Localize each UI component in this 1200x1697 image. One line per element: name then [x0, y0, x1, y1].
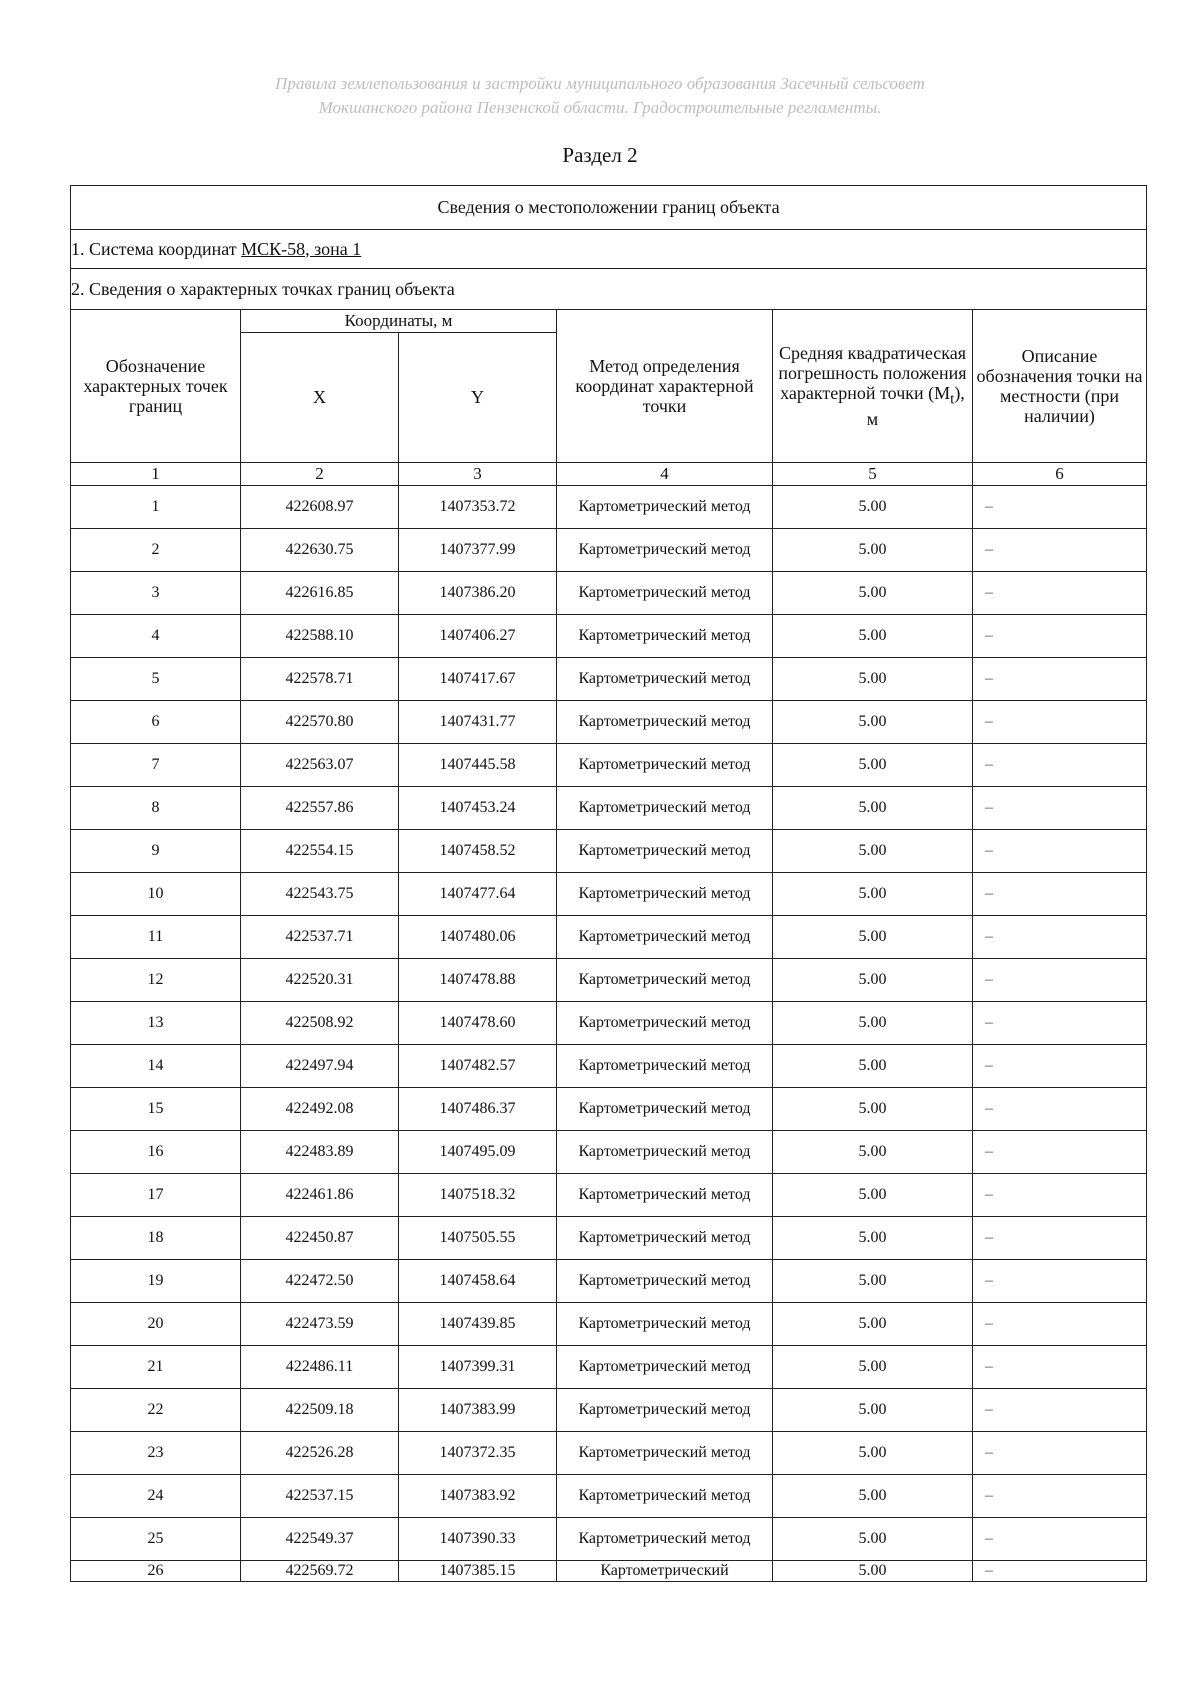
- points-title: 2. Сведения о характерных точках границ объекта: [71, 269, 1147, 310]
- x-coordinate-cell: 422508.92: [241, 1002, 399, 1045]
- page-header-line-1: Правила землепользования и застройки муниципального образования Засечный сельсовет: [275, 74, 925, 93]
- description-cell: –: [973, 1432, 1147, 1475]
- y-coordinate-cell: 1407439.85: [399, 1303, 557, 1346]
- table-row: [71, 1389, 1147, 1432]
- point-number-cell: 12: [71, 959, 241, 1002]
- description-cell: –: [973, 959, 1147, 1002]
- error-cell: 5.00: [773, 572, 973, 615]
- method-cell: Картометрический метод: [557, 830, 773, 873]
- column-number: 2: [241, 463, 399, 486]
- y-coordinate-cell: 1407431.77: [399, 701, 557, 744]
- table-row: [71, 615, 1147, 658]
- description-cell: –: [973, 1131, 1147, 1174]
- description-cell: –: [973, 1260, 1147, 1303]
- table-row: [71, 1088, 1147, 1131]
- method-cell: Картометрический метод: [557, 1475, 773, 1518]
- table-row: [71, 1045, 1147, 1088]
- x-coordinate-cell: 422537.71: [241, 916, 399, 959]
- table-row: [71, 701, 1147, 744]
- y-coordinate-cell: 1407458.52: [399, 830, 557, 873]
- column-number: 1: [71, 463, 241, 486]
- method-cell: Картометрический метод: [557, 744, 773, 787]
- table-row: [71, 1432, 1147, 1475]
- table-title: Сведения о местоположении границ объекта: [71, 186, 1147, 230]
- column-numbers-row: [71, 463, 1147, 486]
- y-coordinate-cell: 1407453.24: [399, 787, 557, 830]
- description-cell: –: [973, 701, 1147, 744]
- error-cell: 5.00: [773, 1088, 973, 1131]
- table-row: [71, 1131, 1147, 1174]
- column-number: 5: [773, 463, 973, 486]
- error-cell: 5.00: [773, 486, 973, 529]
- error-cell: 5.00: [773, 1389, 973, 1432]
- table-row: [71, 1217, 1147, 1260]
- coord-system-value: МСК-58, зона 1: [241, 238, 362, 259]
- method-cell: Картометрический метод: [557, 959, 773, 1002]
- point-number-cell: 17: [71, 1174, 241, 1217]
- method-cell: Картометрический метод: [557, 1174, 773, 1217]
- method-cell: Картометрический метод: [557, 1303, 773, 1346]
- x-coordinate-cell: 422473.59: [241, 1303, 399, 1346]
- method-cell: Картометрический метод: [557, 916, 773, 959]
- column-number: 3: [399, 463, 557, 486]
- method-cell: Картометрический метод: [557, 1002, 773, 1045]
- method-cell: Картометрический метод: [557, 1260, 773, 1303]
- y-coordinate-cell: 1407383.99: [399, 1389, 557, 1432]
- method-cell: Картометрический метод: [557, 486, 773, 529]
- header-x: X: [241, 333, 399, 463]
- x-coordinate-cell: 422543.75: [241, 873, 399, 916]
- method-cell: Картометрический метод: [557, 572, 773, 615]
- column-number: 4: [557, 463, 773, 486]
- method-cell: Картометрический метод: [557, 1217, 773, 1260]
- point-number-cell: 16: [71, 1131, 241, 1174]
- y-coordinate-cell: 1407417.67: [399, 658, 557, 701]
- point-number-cell: 24: [71, 1475, 241, 1518]
- point-number-cell: 4: [71, 615, 241, 658]
- description-cell: –: [973, 1475, 1147, 1518]
- point-number-cell: 10: [71, 873, 241, 916]
- description-cell: –: [973, 873, 1147, 916]
- table-title-row: [71, 186, 1147, 230]
- point-number-cell: 15: [71, 1088, 241, 1131]
- x-coordinate-cell: 422630.75: [241, 529, 399, 572]
- table-row: [71, 1346, 1147, 1389]
- table-row: [71, 1561, 1147, 1582]
- point-number-cell: 8: [71, 787, 241, 830]
- y-coordinate-cell: 1407353.72: [399, 486, 557, 529]
- x-coordinate-cell: 422486.11: [241, 1346, 399, 1389]
- table-row: [71, 1174, 1147, 1217]
- method-cell: Картометрический метод: [557, 1045, 773, 1088]
- point-number-cell: 5: [71, 658, 241, 701]
- y-coordinate-cell: 1407383.92: [399, 1475, 557, 1518]
- point-number-cell: 11: [71, 916, 241, 959]
- x-coordinate-cell: 422497.94: [241, 1045, 399, 1088]
- description-cell: –: [973, 572, 1147, 615]
- header-error: [773, 310, 973, 463]
- method-cell: Картометрический метод: [557, 1389, 773, 1432]
- error-cell: 5.00: [773, 744, 973, 787]
- table-row: [71, 744, 1147, 787]
- description-cell: –: [973, 658, 1147, 701]
- x-coordinate-cell: 422588.10: [241, 615, 399, 658]
- point-number-cell: 14: [71, 1045, 241, 1088]
- table-row: [71, 959, 1147, 1002]
- error-cell: 5.00: [773, 916, 973, 959]
- point-number-cell: 22: [71, 1389, 241, 1432]
- x-coordinate-cell: 422549.37: [241, 1518, 399, 1561]
- page-header-line-2: Мокшанского района Пензенской области. Градостроительные регламенты.: [318, 98, 882, 117]
- error-cell: 5.00: [773, 959, 973, 1002]
- boundary-points-table: [70, 185, 1147, 1582]
- error-cell: 5.00: [773, 701, 973, 744]
- coord-system-row: [71, 230, 1147, 269]
- point-number-cell: 3: [71, 572, 241, 615]
- x-coordinate-cell: 422483.89: [241, 1131, 399, 1174]
- description-cell: –: [973, 787, 1147, 830]
- header-y: Y: [399, 333, 557, 463]
- y-coordinate-cell: 1407480.06: [399, 916, 557, 959]
- method-cell: Картометрический метод: [557, 701, 773, 744]
- y-coordinate-cell: 1407386.20: [399, 572, 557, 615]
- x-coordinate-cell: 422461.86: [241, 1174, 399, 1217]
- description-cell: –: [973, 529, 1147, 572]
- error-cell: 5.00: [773, 1303, 973, 1346]
- description-cell: –: [973, 1217, 1147, 1260]
- x-coordinate-cell: 422537.15: [241, 1475, 399, 1518]
- table-row: [71, 1260, 1147, 1303]
- error-cell: 5.00: [773, 873, 973, 916]
- y-coordinate-cell: 1407372.35: [399, 1432, 557, 1475]
- y-coordinate-cell: 1407406.27: [399, 615, 557, 658]
- header-coordinates: Координаты, м: [241, 310, 557, 333]
- table-row: [71, 1475, 1147, 1518]
- point-number-cell: 23: [71, 1432, 241, 1475]
- description-cell: –: [973, 830, 1147, 873]
- error-cell: 5.00: [773, 1475, 973, 1518]
- table-row: [71, 572, 1147, 615]
- method-cell: Картометрический метод: [557, 1518, 773, 1561]
- description-cell: –: [973, 1002, 1147, 1045]
- coord-system-cell: [71, 230, 1147, 269]
- y-coordinate-cell: 1407458.64: [399, 1260, 557, 1303]
- error-cell: 5.00: [773, 658, 973, 701]
- point-number-cell: 13: [71, 1002, 241, 1045]
- y-coordinate-cell: 1407478.88: [399, 959, 557, 1002]
- table-row: [71, 1518, 1147, 1561]
- error-cell: 5.00: [773, 1260, 973, 1303]
- point-number-cell: 7: [71, 744, 241, 787]
- y-coordinate-cell: 1407505.55: [399, 1217, 557, 1260]
- point-number-cell: 26: [71, 1561, 241, 1582]
- y-coordinate-cell: 1407377.99: [399, 529, 557, 572]
- table-row: [71, 830, 1147, 873]
- error-cell: 5.00: [773, 1131, 973, 1174]
- error-cell: 5.00: [773, 1045, 973, 1088]
- description-cell: –: [973, 1088, 1147, 1131]
- x-coordinate-cell: 422563.07: [241, 744, 399, 787]
- method-cell: Картометрический метод: [557, 658, 773, 701]
- description-cell: –: [973, 1303, 1147, 1346]
- error-cell: 5.00: [773, 615, 973, 658]
- x-coordinate-cell: 422608.97: [241, 486, 399, 529]
- header-row-1: [71, 310, 1147, 333]
- page-header: [0, 72, 1200, 120]
- x-coordinate-cell: 422578.71: [241, 658, 399, 701]
- table-row: [71, 529, 1147, 572]
- method-cell: Картометрический метод: [557, 1346, 773, 1389]
- y-coordinate-cell: 1407495.09: [399, 1131, 557, 1174]
- x-coordinate-cell: 422492.08: [241, 1088, 399, 1131]
- section-title: Раздел 2: [562, 143, 638, 167]
- point-number-cell: 21: [71, 1346, 241, 1389]
- error-cell: 5.00: [773, 1518, 973, 1561]
- error-cell: 5.00: [773, 1174, 973, 1217]
- y-coordinate-cell: 1407390.33: [399, 1518, 557, 1561]
- method-cell: Картометрический метод: [557, 787, 773, 830]
- method-cell: Картометрический метод: [557, 529, 773, 572]
- table-row: [71, 873, 1147, 916]
- header-error-sub: t: [950, 391, 955, 408]
- y-coordinate-cell: 1407482.57: [399, 1045, 557, 1088]
- point-number-cell: 1: [71, 486, 241, 529]
- table-row: [71, 1002, 1147, 1045]
- description-cell: –: [973, 1389, 1147, 1432]
- y-coordinate-cell: 1407477.64: [399, 873, 557, 916]
- method-cell: Картометрический: [557, 1561, 773, 1582]
- x-coordinate-cell: 422557.86: [241, 787, 399, 830]
- x-coordinate-cell: 422520.31: [241, 959, 399, 1002]
- header-error-text: Средняя квадратическая погрешность положения характерной точки (M: [778, 342, 967, 403]
- table-row: [71, 486, 1147, 529]
- y-coordinate-cell: 1407445.58: [399, 744, 557, 787]
- method-cell: Картометрический метод: [557, 1131, 773, 1174]
- x-coordinate-cell: 422554.15: [241, 830, 399, 873]
- header-description: Описание обозначения точки на местности (при наличии): [973, 310, 1147, 463]
- header-error-tail: ), м: [866, 382, 965, 430]
- points-title-row: [71, 269, 1147, 310]
- table-row: [71, 916, 1147, 959]
- method-cell: Картометрический метод: [557, 873, 773, 916]
- description-cell: –: [973, 615, 1147, 658]
- x-coordinate-cell: 422450.87: [241, 1217, 399, 1260]
- x-coordinate-cell: 422570.80: [241, 701, 399, 744]
- description-cell: –: [973, 1346, 1147, 1389]
- error-cell: 5.00: [773, 529, 973, 572]
- error-cell: 5.00: [773, 1561, 973, 1582]
- point-number-cell: 2: [71, 529, 241, 572]
- point-number-cell: 18: [71, 1217, 241, 1260]
- method-cell: Картометрический метод: [557, 615, 773, 658]
- point-number-cell: 6: [71, 701, 241, 744]
- header-designation: Обозначение характерных точек границ: [71, 310, 241, 463]
- table-row: [71, 787, 1147, 830]
- point-number-cell: 25: [71, 1518, 241, 1561]
- x-coordinate-cell: 422616.85: [241, 572, 399, 615]
- error-cell: 5.00: [773, 1346, 973, 1389]
- method-cell: Картометрический метод: [557, 1432, 773, 1475]
- table-row: [71, 1303, 1147, 1346]
- column-number: 6: [973, 463, 1147, 486]
- method-cell: Картометрический метод: [557, 1088, 773, 1131]
- error-cell: 5.00: [773, 830, 973, 873]
- error-cell: 5.00: [773, 1002, 973, 1045]
- description-cell: –: [973, 1174, 1147, 1217]
- error-cell: 5.00: [773, 787, 973, 830]
- y-coordinate-cell: 1407486.37: [399, 1088, 557, 1131]
- description-cell: –: [973, 1561, 1147, 1582]
- error-cell: 5.00: [773, 1432, 973, 1475]
- point-number-cell: 20: [71, 1303, 241, 1346]
- description-cell: –: [973, 1045, 1147, 1088]
- description-cell: –: [973, 916, 1147, 959]
- description-cell: –: [973, 1518, 1147, 1561]
- x-coordinate-cell: 422509.18: [241, 1389, 399, 1432]
- point-number-cell: 9: [71, 830, 241, 873]
- y-coordinate-cell: 1407399.31: [399, 1346, 557, 1389]
- x-coordinate-cell: 422472.50: [241, 1260, 399, 1303]
- point-number-cell: 19: [71, 1260, 241, 1303]
- y-coordinate-cell: 1407478.60: [399, 1002, 557, 1045]
- error-cell: 5.00: [773, 1217, 973, 1260]
- y-coordinate-cell: 1407518.32: [399, 1174, 557, 1217]
- header-method: Метод определения координат характерной точки: [557, 310, 773, 463]
- description-cell: –: [973, 744, 1147, 787]
- x-coordinate-cell: 422569.72: [241, 1561, 399, 1582]
- y-coordinate-cell: 1407385.15: [399, 1561, 557, 1582]
- table-row: [71, 658, 1147, 701]
- description-cell: –: [973, 486, 1147, 529]
- x-coordinate-cell: 422526.28: [241, 1432, 399, 1475]
- coord-system-label: 1. Система координат: [71, 238, 242, 259]
